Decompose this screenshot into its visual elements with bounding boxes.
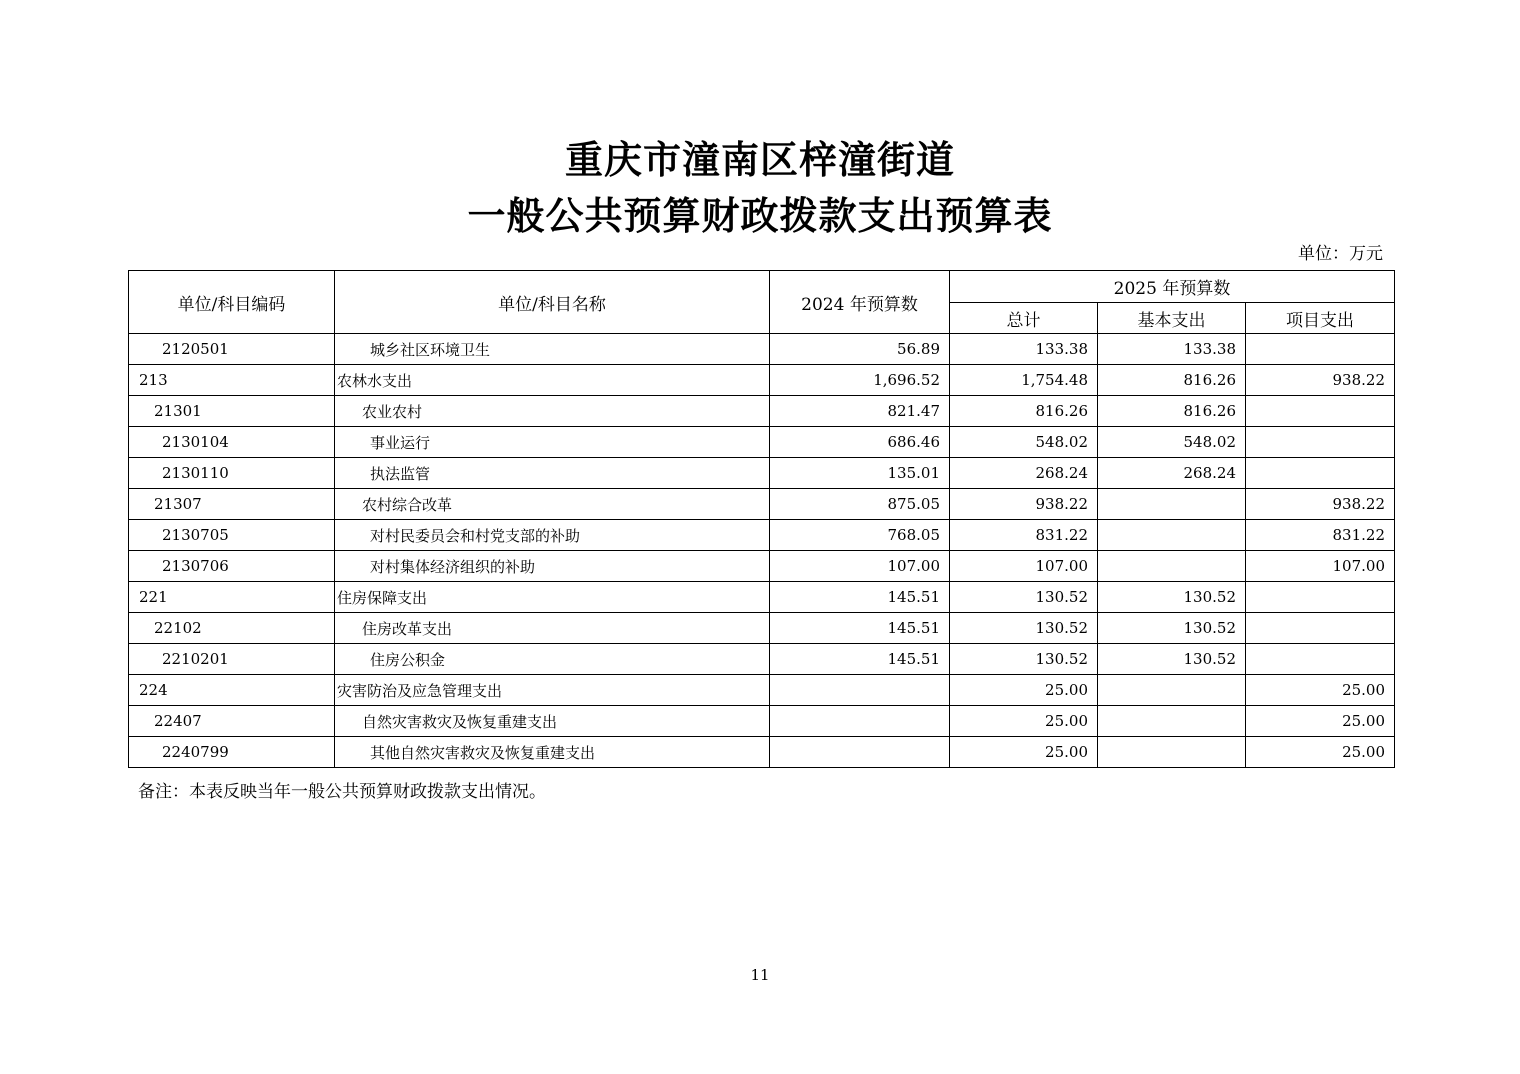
cell-name: 事业运行 [335,427,770,458]
cell-project: 831.22 [1246,520,1395,551]
cell-total: 130.52 [950,613,1098,644]
cell-prev [770,675,950,706]
cell-code: 2240799 [129,737,335,768]
cell-name: 农村综合改革 [335,489,770,520]
cell-code: 2210201 [129,644,335,675]
cell-project [1246,334,1395,365]
cell-project: 107.00 [1246,551,1395,582]
table-row [129,520,1395,551]
cell-basic: 130.52 [1098,613,1246,644]
cell-basic: 816.26 [1098,365,1246,396]
cell-project: 938.22 [1246,489,1395,520]
cell-code: 221 [129,582,335,613]
table-row [129,675,1395,706]
cell-project [1246,582,1395,613]
cell-prev: 56.89 [770,334,950,365]
cell-total: 25.00 [950,706,1098,737]
cell-prev: 107.00 [770,551,950,582]
cell-project [1246,427,1395,458]
footnote: 备注：本表反映当年一般公共预算财政拨款支出情况。 [138,782,546,802]
cell-code: 22407 [129,706,335,737]
cell-code: 2130706 [129,551,335,582]
table-row [129,737,1395,768]
cell-prev: 875.05 [770,489,950,520]
cell-total: 133.38 [950,334,1098,365]
cell-total: 107.00 [950,551,1098,582]
cell-prev: 821.47 [770,396,950,427]
cell-name: 住房改革支出 [335,613,770,644]
cell-total: 25.00 [950,675,1098,706]
cell-basic: 268.24 [1098,458,1246,489]
cell-code: 21301 [129,396,335,427]
cell-name: 其他自然灾害救灾及恢复重建支出 [335,737,770,768]
cell-name: 住房保障支出 [335,582,770,613]
cell-name: 农业农村 [335,396,770,427]
cell-basic [1098,551,1246,582]
header-curr-year: 2025 年预算数 [950,271,1395,303]
cell-name: 对村民委员会和村党支部的补助 [335,520,770,551]
cell-name: 执法监管 [335,458,770,489]
cell-code: 2120501 [129,334,335,365]
cell-prev: 1,696.52 [770,365,950,396]
page-number: 11 [750,966,770,984]
cell-code: 2130705 [129,520,335,551]
cell-basic [1098,737,1246,768]
cell-total: 130.52 [950,644,1098,675]
cell-basic: 816.26 [1098,396,1246,427]
cell-code: 2130104 [129,427,335,458]
header-code: 单位/科目编码 [129,271,335,334]
table-row [129,365,1395,396]
cell-total: 938.22 [950,489,1098,520]
cell-code: 22102 [129,613,335,644]
unit-label: 单位：万元 [1298,244,1383,264]
cell-prev: 145.51 [770,644,950,675]
table-row [129,551,1395,582]
cell-code: 224 [129,675,335,706]
header-project: 项目支出 [1246,303,1395,334]
table-body [129,334,1395,768]
cell-name: 城乡社区环境卫生 [335,334,770,365]
cell-basic [1098,675,1246,706]
table-row [129,706,1395,737]
cell-prev [770,706,950,737]
cell-basic [1098,489,1246,520]
cell-total: 1,754.48 [950,365,1098,396]
cell-name: 自然灾害救灾及恢复重建支出 [335,706,770,737]
cell-project: 25.00 [1246,675,1395,706]
header-basic: 基本支出 [1098,303,1246,334]
cell-code: 213 [129,365,335,396]
cell-basic [1098,520,1246,551]
cell-prev [770,737,950,768]
cell-total: 816.26 [950,396,1098,427]
cell-total: 268.24 [950,458,1098,489]
cell-total: 831.22 [950,520,1098,551]
cell-basic: 130.52 [1098,644,1246,675]
cell-basic: 130.52 [1098,582,1246,613]
table-row [129,582,1395,613]
cell-name: 灾害防治及应急管理支出 [335,675,770,706]
table-row [129,644,1395,675]
cell-project: 25.00 [1246,737,1395,768]
table-row [129,489,1395,520]
cell-basic [1098,706,1246,737]
cell-prev: 135.01 [770,458,950,489]
cell-total: 130.52 [950,582,1098,613]
cell-project [1246,644,1395,675]
page-title: 重庆市潼南区梓潼街道 [564,138,955,182]
cell-code: 2130110 [129,458,335,489]
table-row [129,396,1395,427]
cell-project [1246,458,1395,489]
cell-project [1246,613,1395,644]
cell-total: 548.02 [950,427,1098,458]
cell-total: 25.00 [950,737,1098,768]
cell-project: 25.00 [1246,706,1395,737]
table-row [129,427,1395,458]
cell-prev: 768.05 [770,520,950,551]
cell-project: 938.22 [1246,365,1395,396]
cell-prev: 145.51 [770,613,950,644]
header-name: 单位/科目名称 [335,271,770,334]
cell-code: 21307 [129,489,335,520]
cell-basic: 133.38 [1098,334,1246,365]
cell-prev: 686.46 [770,427,950,458]
page-subtitle: 一般公共预算财政拨款支出预算表 [467,194,1053,238]
cell-prev: 145.51 [770,582,950,613]
budget-table [128,270,1395,768]
table-row [129,458,1395,489]
header-total: 总计 [950,303,1098,334]
cell-name: 农林水支出 [335,365,770,396]
cell-name: 住房公积金 [335,644,770,675]
table-row [129,613,1395,644]
header-prev-year: 2024 年预算数 [770,271,950,334]
cell-name: 对村集体经济组织的补助 [335,551,770,582]
table-row [129,334,1395,365]
cell-project [1246,396,1395,427]
cell-basic: 548.02 [1098,427,1246,458]
